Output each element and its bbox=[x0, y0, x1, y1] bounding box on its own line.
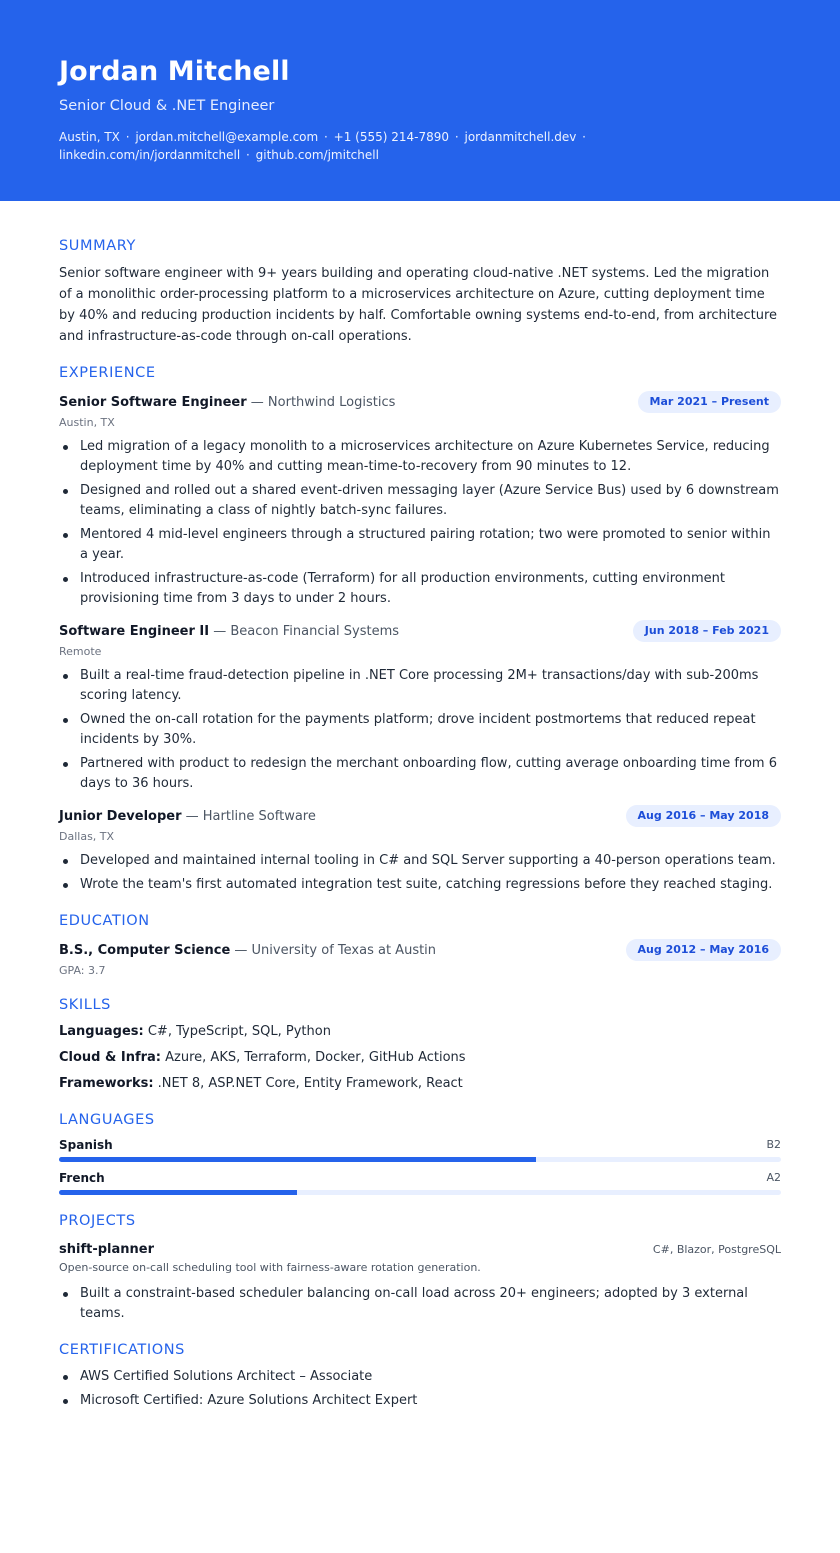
job-bullets bbox=[59, 851, 781, 895]
contact-website[interactable]: jordanmitchell.dev bbox=[464, 130, 577, 144]
job-title: Junior Developer bbox=[59, 808, 182, 824]
bullet-item: Designed and rolled out a shared event-driven messaging layer (Azure Service Bus) used by 6 downstream teams, eliminating a class of nightly batch-sync failures. bbox=[59, 481, 781, 521]
proficiency-bar bbox=[59, 1190, 781, 1195]
education-section bbox=[59, 910, 781, 979]
contact-linkedin[interactable]: linkedin.com/in/jordanmitchell bbox=[59, 148, 241, 162]
job-company: Northwind Logistics bbox=[267, 394, 396, 410]
project-description: Open-source on-call scheduling tool with fairness-aware rotation generation. bbox=[59, 1261, 481, 1274]
job-entry: Senior Software Engineer — Northwind Logistics Mar 2021 – Present Austin, TX Led migration of a legacy monolith to a microservices architecture on Azure Kubernetes Service, reducing deployment time by 40% and cutting mean-time-to-recovery from 90 minutes to 12. Designed and rolled out a shared event-driven messaging layer (Azure Service Bus) used by 6 downstream teams, eliminating a class of nightly batch-sync failures. Mentored 4 mid-level engineers through a structured pairing rotation; two were promoted to senior within a year. Introduced infrastructure-as-code (Terraform) for all production environments, cutting environment provisioning time from 3 days to under 2 hours. bbox=[59, 390, 781, 609]
bullet-item: Mentored 4 mid-level engineers through a structured pairing rotation; two were promoted to senior within a year. bbox=[59, 525, 781, 565]
section-title-summary: SUMMARY bbox=[59, 238, 136, 254]
skills-section bbox=[59, 994, 781, 1094]
proficiency-bar bbox=[59, 1157, 781, 1162]
contact-email[interactable]: jordan.mitchell@example.com bbox=[135, 130, 319, 144]
language-level: B2 bbox=[766, 1138, 781, 1151]
summary-text: Senior software engineer with 9+ years building and operating cloud-native .NET systems. Led the migration of a monolithic order-processing platform to a microservices architecture on Azure, cutting deployment time by 40% and reducing production incidents by half. Comfortable owning systems end-to-end, from architecture and infrastructure-as-code through on-call operations. bbox=[59, 266, 778, 344]
proficiency-fill bbox=[59, 1157, 536, 1162]
job-bullets bbox=[59, 437, 781, 609]
section-title-experience: EXPERIENCE bbox=[59, 365, 156, 381]
bullet-item: Built a constraint-based scheduler balancing on-call load across 20+ engineers; adopted by 3 external teams. bbox=[59, 1284, 781, 1324]
language-name: Spanish bbox=[59, 1138, 113, 1152]
job-location: Remote bbox=[59, 645, 102, 658]
skill-label: Frameworks: bbox=[59, 1076, 154, 1091]
section-title-education: EDUCATION bbox=[59, 913, 150, 929]
date-badge: Aug 2016 – May 2018 bbox=[626, 805, 781, 827]
job-company: Beacon Financial Systems bbox=[230, 623, 400, 639]
projects-section bbox=[59, 1210, 781, 1324]
education-detail: GPA: 3.7 bbox=[59, 964, 106, 977]
bullet-item: Built a real-time fraud-detection pipeline in .NET Core processing 2M+ transactions/day with sub-200ms scoring latency. bbox=[59, 666, 781, 706]
job-title: Software Engineer II bbox=[59, 623, 210, 639]
job-location: Dallas, TX bbox=[59, 830, 115, 843]
section-title-languages: LANGUAGES bbox=[59, 1112, 155, 1128]
language-item bbox=[59, 1170, 781, 1195]
skill-row bbox=[59, 1074, 781, 1094]
certifications-section bbox=[59, 1339, 781, 1411]
languages-section bbox=[59, 1109, 781, 1195]
experience-section bbox=[59, 362, 781, 895]
date-badge: Mar 2021 – Present bbox=[638, 391, 781, 413]
project-tech: C#, Blazor, PostgreSQL bbox=[652, 1242, 781, 1256]
resume-body bbox=[0, 201, 840, 1411]
job-entry: Software Engineer II — Beacon Financial Systems Jun 2018 – Feb 2021 Remote Built a real-time fraud-detection pipeline in .NET Core processing 2M+ transactions/day with sub-200ms scoring latency. Owned the on-call rotation for the payments platform; drove incident postmortems that reduced repeat incidents by 30%. Partnered with product to redesign the merchant onboarding flow, cutting average onboarding time from 6 days to 36 hours. bbox=[59, 619, 781, 794]
certification-item: Microsoft Certified: Azure Solutions Architect Expert bbox=[59, 1391, 781, 1411]
certification-item: AWS Certified Solutions Architect – Associate bbox=[59, 1367, 781, 1387]
project-name: shift-planner bbox=[59, 1241, 154, 1257]
project-bullets bbox=[59, 1284, 781, 1324]
resume-header bbox=[0, 0, 840, 201]
job-location: Austin, TX bbox=[59, 416, 115, 429]
job-entry: Junior Developer — Hartline Software Aug 2016 – May 2018 Dallas, TX Developed and maintained internal tooling in C# and SQL Server supporting a 40-person operations team. Wrote the team's first automated integration test suite, catching regressions before they reached staging. bbox=[59, 804, 781, 895]
certification-list bbox=[59, 1367, 781, 1411]
bullet-item: Wrote the team's first automated integration test suite, catching regressions before they reached staging. bbox=[59, 875, 781, 895]
bullet-item: Partnered with product to redesign the merchant onboarding flow, cutting average onboarding time from 6 days to 36 hours. bbox=[59, 754, 781, 794]
skill-label: Cloud & Infra: bbox=[59, 1050, 162, 1065]
bullet-item: Owned the on-call rotation for the payments platform; drove incident postmortems that reduced repeat incidents by 30%. bbox=[59, 710, 781, 750]
language-level: A2 bbox=[766, 1171, 781, 1184]
skill-row bbox=[59, 1048, 781, 1068]
contact-location: Austin, TX bbox=[59, 130, 120, 144]
bullet-item: Introduced infrastructure-as-code (Terraform) for all production environments, cutting environment provisioning time from 3 days to under 2 hours. bbox=[59, 569, 781, 609]
bullet-item: Led migration of a legacy monolith to a microservices architecture on Azure Kubernetes Service, reducing deployment time by 40% and cutting mean-time-to-recovery from 90 minutes to 12. bbox=[59, 437, 781, 477]
summary-section bbox=[59, 235, 781, 347]
candidate-role: Senior Cloud & .NET Engineer bbox=[59, 98, 275, 114]
language-name: French bbox=[59, 1171, 105, 1185]
degree: B.S., Computer Science bbox=[59, 942, 231, 958]
skill-row bbox=[59, 1022, 781, 1042]
contact-github[interactable]: github.com/jmitchell bbox=[255, 148, 379, 162]
proficiency-fill bbox=[59, 1190, 297, 1195]
contact-line: Austin, TX · jordan.mitchell@example.com · +1 (555) 214-7890 · jordanmitchell.dev · linkedin.com/in/jordanmitchell · github.com/jmitchell bbox=[59, 130, 586, 162]
skill-value: .NET 8, ASP.NET Core, Entity Framework, React bbox=[157, 1076, 463, 1091]
language-item bbox=[59, 1137, 781, 1162]
bullet-item: Developed and maintained internal tooling in C# and SQL Server supporting a 40-person operations team. bbox=[59, 851, 781, 871]
education-entry: B.S., Computer Science — University of Texas at Austin Aug 2012 – May 2016 GPA: 3.7 bbox=[59, 938, 781, 979]
date-badge: Jun 2018 – Feb 2021 bbox=[633, 620, 781, 642]
skill-label: Languages: bbox=[59, 1024, 144, 1039]
skill-value: C#, TypeScript, SQL, Python bbox=[147, 1024, 331, 1039]
section-title-skills: SKILLS bbox=[59, 997, 111, 1013]
date-badge: Aug 2012 – May 2016 bbox=[626, 939, 781, 961]
section-title-projects: PROJECTS bbox=[59, 1213, 136, 1229]
job-title: Senior Software Engineer bbox=[59, 394, 247, 410]
job-bullets bbox=[59, 666, 781, 794]
skill-value: Azure, AKS, Terraform, Docker, GitHub Actions bbox=[165, 1050, 466, 1065]
section-title-certifications: CERTIFICATIONS bbox=[59, 1342, 185, 1358]
job-company: Hartline Software bbox=[202, 808, 316, 824]
candidate-name: Jordan Mitchell bbox=[59, 56, 290, 87]
contact-phone[interactable]: +1 (555) 214-7890 bbox=[333, 130, 450, 144]
school: University of Texas at Austin bbox=[251, 942, 437, 958]
